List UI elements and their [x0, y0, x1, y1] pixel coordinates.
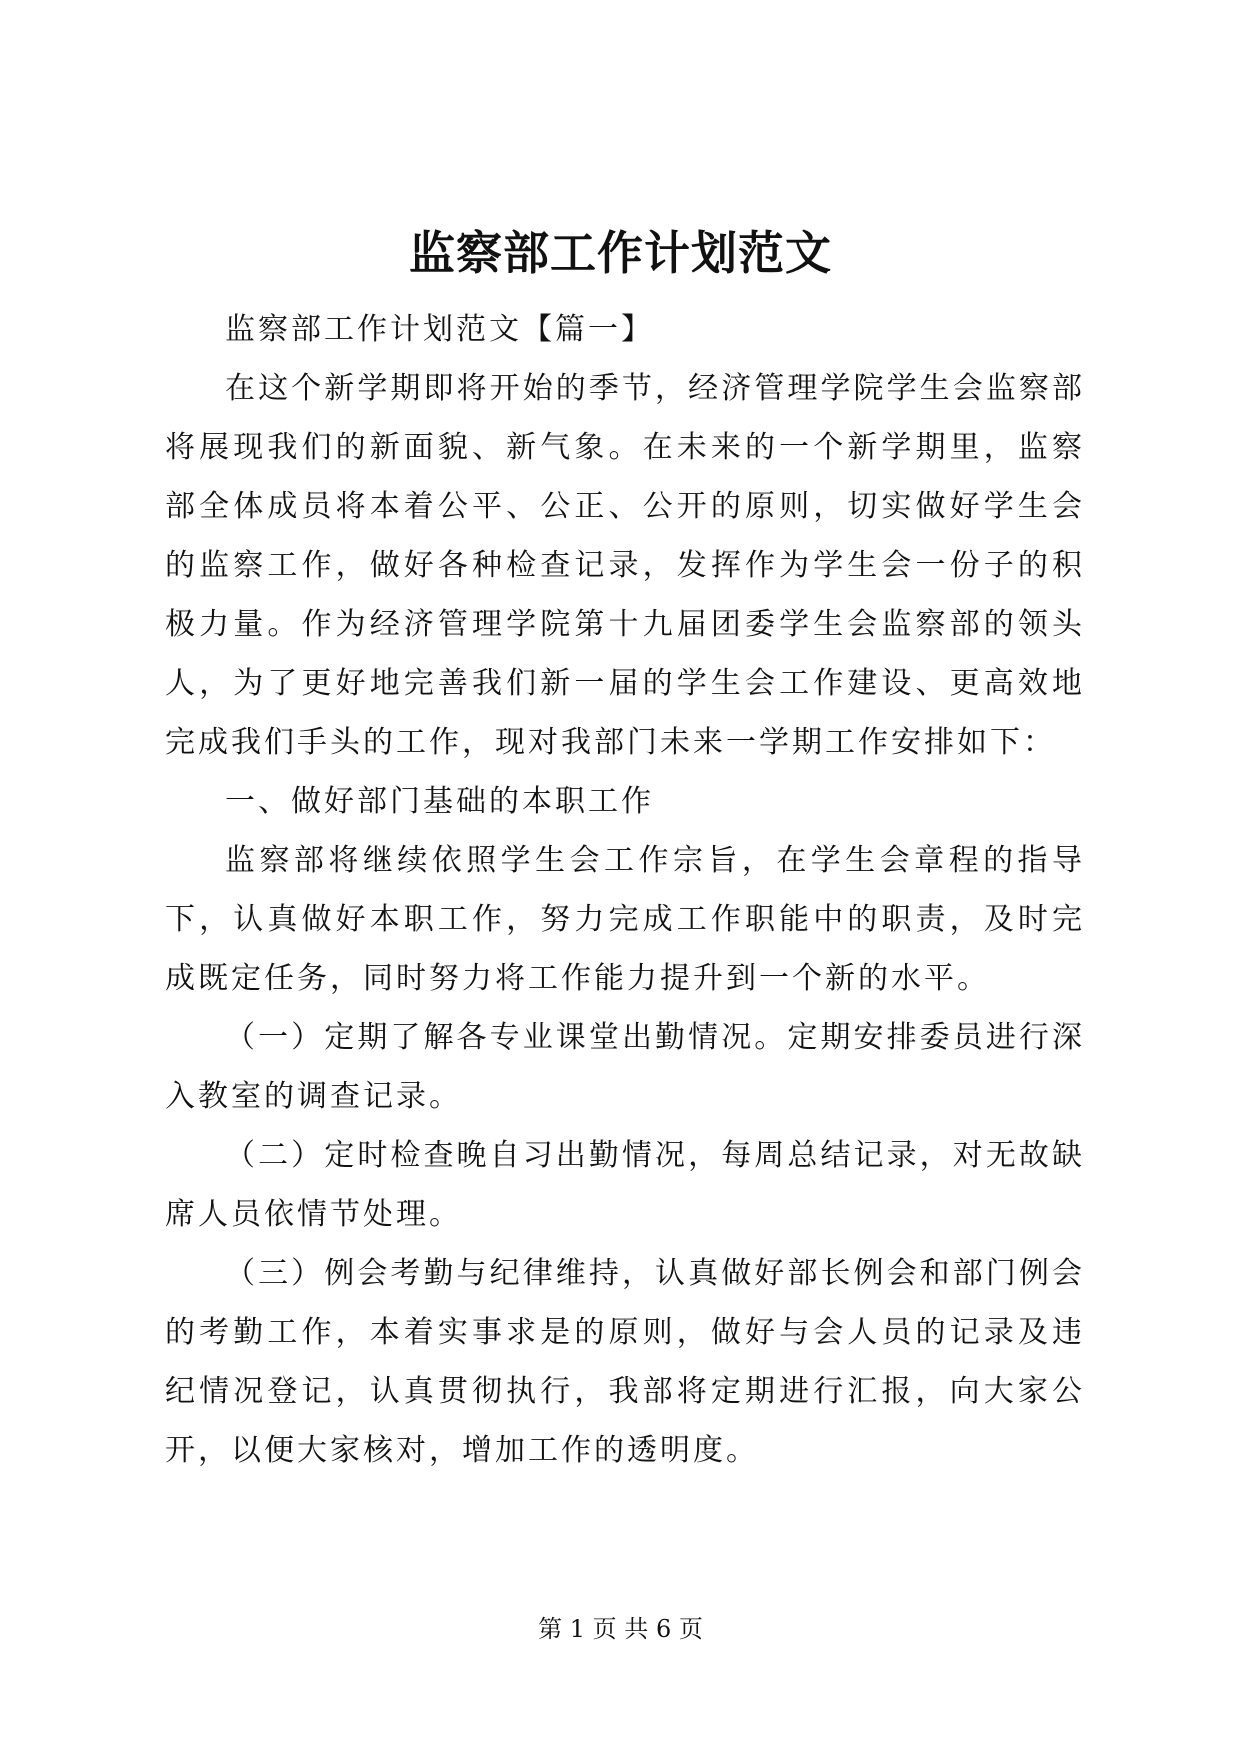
paragraph-duties: 监察部将继续依照学生会工作宗旨，在学生会章程的指导下，认真做好本职工作，努力完成工作职能中的职责，及时完成既定任务，同时努力将工作能力提升到一个新的水平。 — [165, 843, 1085, 996]
section-heading: 监察部工作计划范文【篇一】 — [225, 312, 654, 347]
document-title: 监察部工作计划范文 — [409, 226, 832, 280]
subsection-heading: 一、做好部门基础的本职工作 — [225, 784, 654, 819]
page-number-footer: 第 1 页 共 6 页 — [538, 1615, 703, 1643]
list-item-3: （三）例会考勤与纪律维持，认真做好部长例会和部门例会的考勤工作，本着实事求是的原则，做好与会人员的记录及违纪情况登记，认真贯彻执行，我部将定期进行汇报，向大家公开，以便大家核对，增加工作的透明度。 — [165, 1256, 1085, 1468]
list-item-2: （二）定时检查晚自习出勤情况，每周总结记录，对无故缺席人员依情节处理。 — [165, 1138, 1085, 1232]
list-item-1: （一）定期了解各专业课堂出勤情况。定期安排委员进行深入教室的调查记录。 — [165, 1020, 1085, 1114]
paragraph-intro: 在这个新学期即将开始的季节，经济管理学院学生会监察部将展现我们的新面貌、新气象。在未来的一个新学期里，监察部全体成员将本着公平、公正、公开的原则，切实做好学生会的监察工作，做好各种检查记录，发挥作为学生会一份子的积极力量。作为经济管理学院第十九届团委学生会监察部的领头人，为了更好地完善我们新一届的学生会工作建设、更高效地完成我们手头的工作，现对我部门未来一学期工作安排如下： — [165, 371, 1085, 760]
document-body — [165, 300, 1085, 1480]
